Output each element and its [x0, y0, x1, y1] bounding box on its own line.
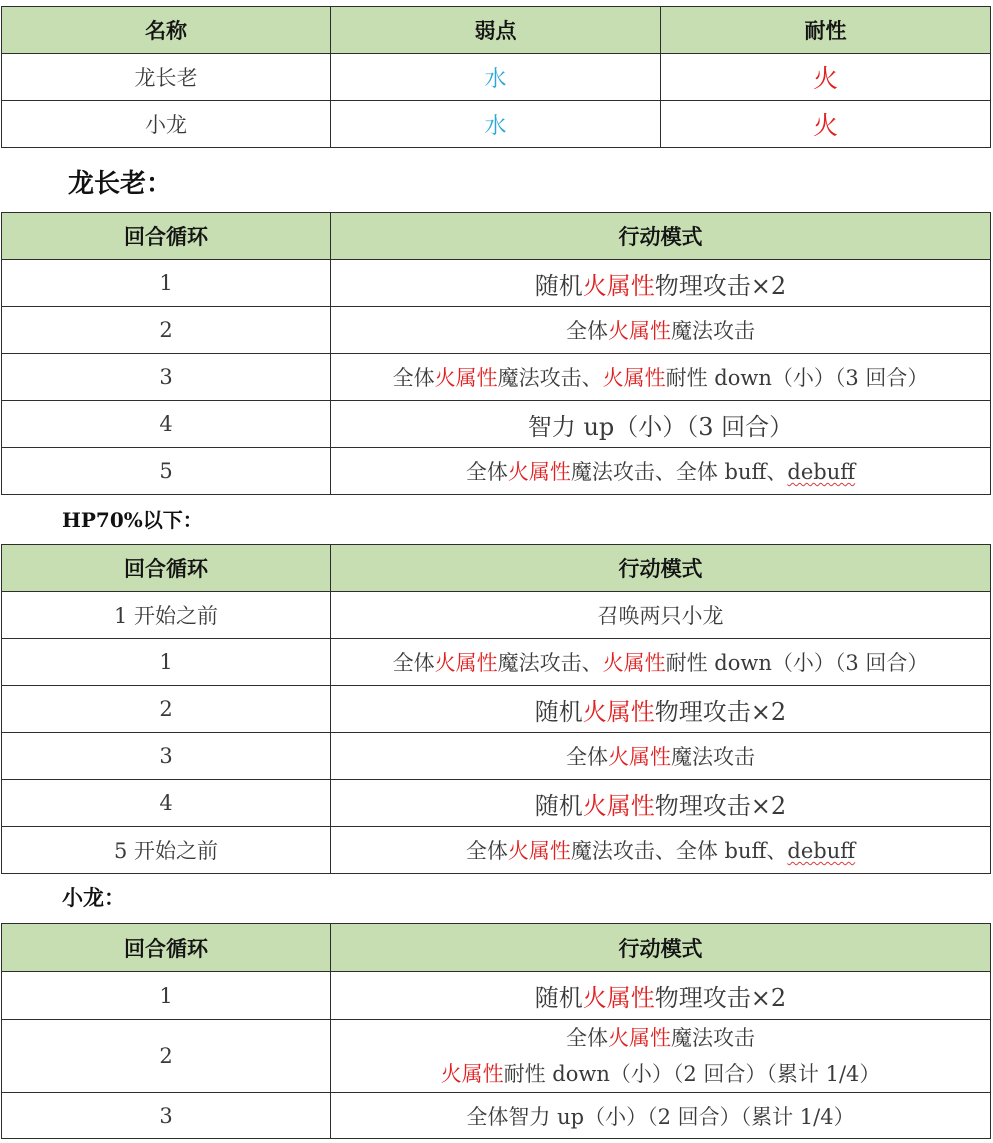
action-text: 耐性 down（小）（2 回合）（累计 1/4）: [503, 1062, 881, 1086]
action-line: [331, 1020, 990, 1056]
action-cell: [331, 827, 991, 874]
action-text: 魔法攻击: [671, 1026, 755, 1050]
header-weakness: 弱点: [331, 7, 661, 54]
table-row: [2, 354, 991, 401]
action-text: 魔法攻击: [671, 745, 755, 769]
header-resistance: 耐性: [661, 7, 991, 54]
fire-attribute-text: 火属性: [434, 651, 498, 675]
fire-attribute-text: 火属性: [582, 271, 655, 300]
action-text: 全体: [566, 319, 608, 343]
action-text: 全体: [465, 460, 508, 484]
action-text: 耐性 down（小）（3 回合）: [665, 651, 929, 675]
action-text: 随机: [534, 984, 583, 1012]
action-text: 随机: [534, 791, 583, 820]
fire-attribute-text: 火属性: [602, 651, 666, 675]
turn-cell: 3: [2, 1093, 331, 1139]
action-cell: [331, 686, 991, 733]
table-row: [2, 780, 991, 827]
table-row: [2, 448, 991, 495]
table-row: [2, 260, 991, 307]
action-text: 全体: [566, 745, 608, 769]
elder-pattern-table: [1, 212, 991, 495]
table-row: [2, 1020, 991, 1093]
table-header-row: [2, 924, 991, 972]
turn-cell: 3: [2, 733, 331, 780]
action-cell: [331, 972, 991, 1020]
fire-attribute-text: 火属性: [582, 791, 655, 820]
turn-cell: 4: [2, 780, 331, 827]
action-text: 魔法攻击: [671, 319, 755, 343]
action-text: 全体: [566, 1026, 608, 1050]
turn-cell: 2: [2, 307, 331, 354]
table-row: [2, 592, 991, 639]
table-row: [2, 307, 991, 354]
fire-attribute-text: 火属性: [507, 839, 571, 863]
hp70-pattern-table: [1, 544, 991, 874]
debuff-text: debuff: [787, 460, 856, 484]
debuff-text: debuff: [787, 839, 856, 863]
fire-attribute-text: 火属性: [440, 1062, 504, 1086]
header-turn-cycle: 回合循环: [2, 545, 331, 592]
table-header-row: [2, 213, 991, 260]
table-header-row: [2, 7, 991, 54]
fire-attribute-text: 火属性: [582, 697, 655, 726]
header-action-pattern: 行动模式: [331, 924, 991, 972]
resistance-value: 火: [661, 101, 991, 148]
weakness-value: 水: [331, 101, 661, 148]
action-text: 物理攻击×2: [654, 697, 787, 726]
action-text: 物理攻击×2: [654, 271, 787, 300]
fire-attribute-text: 火属性: [507, 460, 571, 484]
action-text: 随机: [534, 697, 583, 726]
table-row: [2, 639, 991, 686]
turn-cell: 2: [2, 686, 331, 733]
header-name: 名称: [2, 7, 331, 54]
action-text: 魔法攻击、: [497, 366, 603, 390]
action-cell: [331, 1020, 991, 1093]
header-action-pattern: 行动模式: [331, 545, 991, 592]
weakness-value: 水: [331, 54, 661, 101]
table-row: [2, 401, 991, 448]
action-cell: [331, 307, 991, 354]
turn-cell: 5: [2, 448, 331, 495]
action-text: 物理攻击×2: [654, 791, 787, 820]
action-text: 全体: [465, 839, 508, 863]
action-text: 物理攻击×2: [654, 984, 787, 1012]
header-action-pattern: 行动模式: [331, 213, 991, 260]
action-line: [331, 1056, 990, 1092]
table-row: [2, 733, 991, 780]
action-text: 魔法攻击、: [497, 651, 603, 675]
header-turn-cycle: 回合循环: [2, 924, 331, 972]
table-row: [2, 1093, 991, 1139]
action-cell: [331, 448, 991, 495]
table-header-row: [2, 545, 991, 592]
turn-cell: 4: [2, 401, 331, 448]
action-cell: [331, 260, 991, 307]
fire-attribute-text: 火属性: [582, 984, 655, 1012]
action-text: 耐性 down（小）（3 回合）: [665, 366, 929, 390]
enemy-name: 龙长老: [2, 54, 331, 101]
fire-attribute-text: 火属性: [602, 366, 666, 390]
turn-cell: 1: [2, 972, 331, 1020]
table-row: [2, 972, 991, 1020]
section-heading-elder: 龙长老：: [68, 169, 173, 199]
table-row: [2, 827, 991, 874]
action-cell: 全体智力 up（小）（2 回合）（累计 1/4）: [331, 1093, 991, 1139]
turn-cell: 3: [2, 354, 331, 401]
turn-cell: 2: [2, 1020, 331, 1093]
small-dragon-pattern-table: [1, 923, 991, 1139]
section-heading-small-dragon: 小龙：: [62, 885, 125, 910]
enemy-name: 小龙: [2, 101, 331, 148]
action-text: 魔法攻击、全体 buff、: [570, 460, 788, 484]
table-row: [2, 686, 991, 733]
action-cell: [331, 639, 991, 686]
action-text: 全体: [392, 366, 435, 390]
action-text: 全体: [392, 651, 435, 675]
fire-attribute-text: 火属性: [608, 319, 671, 343]
fire-attribute-text: 火属性: [434, 366, 498, 390]
turn-cell: 5 开始之前: [2, 827, 331, 874]
fire-attribute-text: 火属性: [608, 1026, 671, 1050]
fire-attribute-text: 火属性: [608, 745, 671, 769]
table-row: [2, 54, 991, 101]
action-cell: 智力 up（小）（3 回合）: [331, 401, 991, 448]
action-cell: 召唤两只小龙: [331, 592, 991, 639]
action-cell: [331, 733, 991, 780]
resistance-value: 火: [661, 54, 991, 101]
action-text: 随机: [534, 271, 583, 300]
turn-cell: 1 开始之前: [2, 592, 331, 639]
action-text: 魔法攻击、全体 buff、: [570, 839, 788, 863]
section-heading-hp70: HP70%以下：: [62, 508, 203, 532]
action-cell: [331, 354, 991, 401]
summary-table: [1, 6, 991, 148]
turn-cell: 1: [2, 639, 331, 686]
table-row: [2, 101, 991, 148]
action-cell: [331, 780, 991, 827]
turn-cell: 1: [2, 260, 331, 307]
header-turn-cycle: 回合循环: [2, 213, 331, 260]
